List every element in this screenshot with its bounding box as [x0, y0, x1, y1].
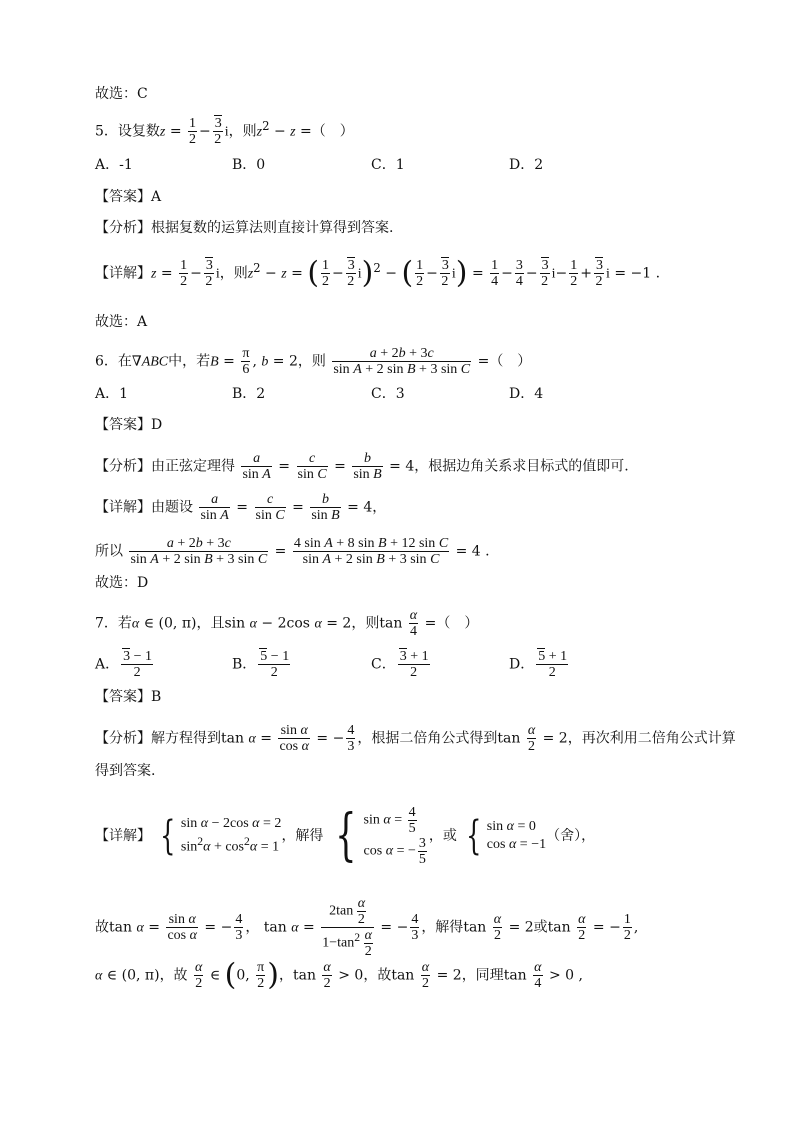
q7-answer: 【答案】B [95, 689, 162, 705]
q6-answer: 【答案】D [95, 417, 163, 433]
q5-option-b: B．0 [232, 157, 266, 173]
q5-conclusion: 故选：A [95, 314, 148, 330]
q6-option-d: D．4 [509, 386, 544, 402]
q5-option-d: D．2 [509, 157, 544, 173]
q5-analysis: 【分析】根据复数的运算法则直接计算得到答案. [95, 220, 394, 236]
q6-option-b: B．2 [232, 386, 266, 402]
q5-option-a: A．-1 [95, 157, 133, 173]
q6-stem: 6．在∇ABC中，若B = $\frac{\pi}{6}$ , b = 2，则 $\frac{a + 2b + 3c}{\text{sin A + 2 sin B + 3 sin C}}$ =（ ） [95, 346, 532, 377]
q5-option-c: C．1 [371, 157, 405, 173]
q6-conclusion: 故选：D [95, 575, 149, 591]
q5-stem: 5．设复数z = $\frac{1}{2}$ − $\frac{3}{2}$ i，则$z^2 - z$ =（ ） [95, 116, 354, 148]
q6-derivation: 所以 $\frac{a + 2b + 3c}{\text{sin A + 2 sin B + 3 sin C}}$ = $\frac{\text{4 sin A + 8 sin B + 12 sin C}}{\text{sin A + 2 sin B + 3 sin C}}$ = 4 . [95, 536, 490, 567]
q6-option-c: C．3 [371, 386, 405, 402]
q7-detail: 【详解】 { sin α − 2cos α = 2 $\sin^2\alpha + \cos^2\alpha = 1$，解得 { sin α = $\frac{4}{5}$ cos α = − $\frac{3}{5}$ ，或 { sin α = 0 cos α = −1（舍）， [95, 803, 596, 868]
q7-option-d: D． $\frac{5 + 1}{2}$ [509, 649, 568, 680]
q7-option-b: B． $\frac{5 - 1}{2}$ [232, 649, 290, 680]
q7-derivation-1: 故tan α = $\frac{\text{sin α}}{\text{cos α}}$ = − $\frac{4}{3}$ ， tan α = 2tan $\frac{\alpha}{2}$ $1-\tan^2$ $\frac{\alpha}{2}$ = − $\frac{4}{3}$ ，解得tan $\frac{\alpha}{2}$ = 2或tan $\frac{\alpha}{2}$ = − $\frac{1}{2}$ , [95, 896, 639, 959]
q7-option-a: A． $\frac{3 - 1}{2}$ [95, 649, 153, 680]
q7-derivation-2: α ∈ (0, π)，故 $\frac{\alpha}{2}$ ∈ (0, $\frac{\pi}{2}$ )，tan $\frac{\alpha}{2}$ > 0，故tan $\frac{\alpha}{2}$ = 2，同理tan $\frac{\alpha}{4}$ > 0 , [95, 957, 583, 993]
q7-analysis-cont: 得到答案. [95, 763, 156, 779]
conclusion-prev: 故选：C [95, 86, 148, 102]
q5-answer: 【答案】A [95, 189, 162, 205]
q5-detail: 【详解】z = $\frac{1}{2}$ − $\frac{3}{2}$ i，则$z^2 - z$ = ( $\frac{1}{2}$ − $\frac{3}{2}$ i)$^2$ − ( $\frac{1}{2}$ − $\frac{3}{2}$ i) = $\frac{1}{4}$ − $\frac{3}{4}$ − $\frac{3}{2}$ i− $\frac{1}{2}$ + $\frac{3}{2}$ i = −1 . [95, 255, 661, 291]
q7-stem: 7．若α ∈ (0, π)，且sin α − 2cos α = 2，则tan $\frac{\alpha}{4}$ =（ ） [95, 608, 479, 639]
q7-analysis: 【分析】解方程得到tan α = $\frac{\text{sin α}}{\text{cos α}}$ = − $\frac{4}{3}$ ，根据二倍角公式得到tan $\frac{\alpha}{2}$ = 2，再次利用二倍角公式计算 [95, 723, 736, 754]
q6-analysis: 【分析】由正弦定理得 $\frac{a}{\text{sin A}}$ = $\frac{c}{\text{sin C}}$ = $\frac{b}{\text{sin B}}$ = 4，根据边角关系求目标式的值即可. [95, 451, 629, 482]
q6-option-a: A．1 [95, 386, 129, 402]
q6-detail: 【详解】由题设 $\frac{a}{\text{sin A}}$ = $\frac{c}{\text{sin C}}$ = $\frac{b}{\text{sin B}}$ = 4， [95, 492, 387, 523]
q7-option-c: C． $\frac{3 + 1}{2}$ [371, 649, 429, 680]
